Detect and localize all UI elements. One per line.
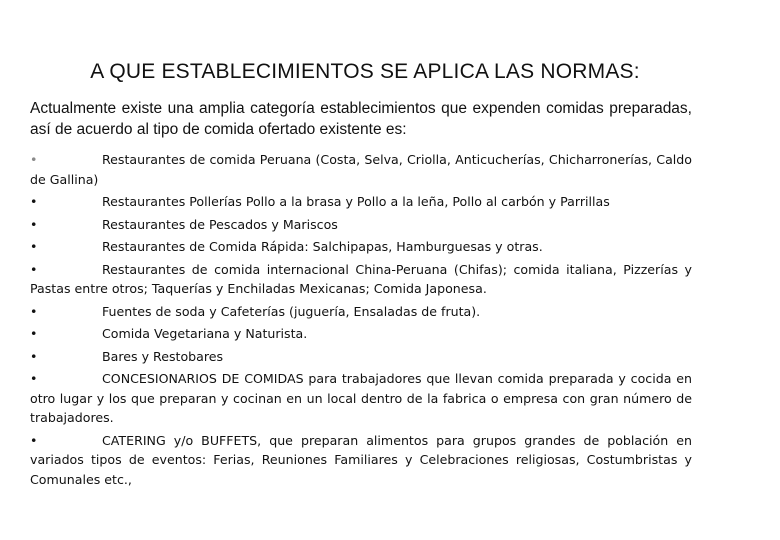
page-title <box>0 60 730 84</box>
list-item <box>30 324 692 344</box>
list-item-text: Restaurantes de comida Peruana (Costa, Selva, Criolla, Anticucherías, Chicharronerías, Caldo de Gallina) <box>30 152 692 187</box>
list-item <box>30 347 692 367</box>
list-item <box>30 237 692 257</box>
list-item <box>30 215 692 235</box>
bullet-icon: • <box>30 239 38 254</box>
title-text: A QUE ESTABLECIMIENTOS SE APLICA LAS NORMAS: <box>90 60 640 83</box>
list-item-text: CATERING y/o BUFFETS, que preparan alimentos para grupos grandes de población en variados tipos de eventos: Ferias, Reuniones Familiares y Celebraciones religiosas, Costumbristas y Comunales etc., <box>30 432 692 487</box>
list-item-text: Restaurantes de comida internacional China-Peruana (Chifas); comida italiana, Pizzerías y Pastas entre otros; Taquerías y Enchiladas Mexicanas; Comida Japonesa. <box>30 261 692 296</box>
list-item-text: CONCESIONARIOS DE COMIDAS para trabajadores que llevan comida preparada y cocida en otro lugar y los que preparan y cocinan en un local dentro de la fabrica o empresa con gran número de trabajadores. <box>30 371 692 425</box>
list-item <box>30 260 692 299</box>
list-item <box>30 302 692 322</box>
bullet-icon: • <box>30 194 38 209</box>
list-item-text: Bares y Restobares <box>102 348 224 364</box>
bullet-icon: • <box>30 432 38 448</box>
bullet-icon: • <box>30 303 38 319</box>
bullet-icon: • <box>30 261 38 277</box>
bullet-icon: • <box>30 326 38 341</box>
bullet-icon: • <box>30 371 38 386</box>
establishment-list <box>30 150 692 492</box>
list-item-text: Restaurantes de Pescados y Mariscos <box>102 216 338 232</box>
list-item-text: Restaurantes de Comida Rápida: Salchipapas, Hamburguesas y otras. <box>102 239 543 254</box>
list-item <box>30 369 692 428</box>
bullet-icon: • <box>30 348 38 364</box>
intro-paragraph: Actualmente existe una amplia categoría establecimientos que expenden comidas preparadas, así de acuerdo al tipo de comida ofertado existente es: <box>30 100 692 138</box>
list-item <box>30 431 692 490</box>
bullet-icon: • <box>30 216 38 232</box>
list-item-text: Fuentes de soda y Cafeterías (juguería, Ensaladas de fruta). <box>102 303 481 319</box>
list-item <box>30 150 692 189</box>
bullet-icon: • <box>30 152 38 167</box>
list-item <box>30 192 692 212</box>
list-item-text: Restaurantes Pollerías Pollo a la brasa y Pollo a la leña, Pollo al carbón y Parrillas <box>102 194 610 209</box>
list-item-text: Comida Vegetariana y Naturista. <box>102 326 308 341</box>
